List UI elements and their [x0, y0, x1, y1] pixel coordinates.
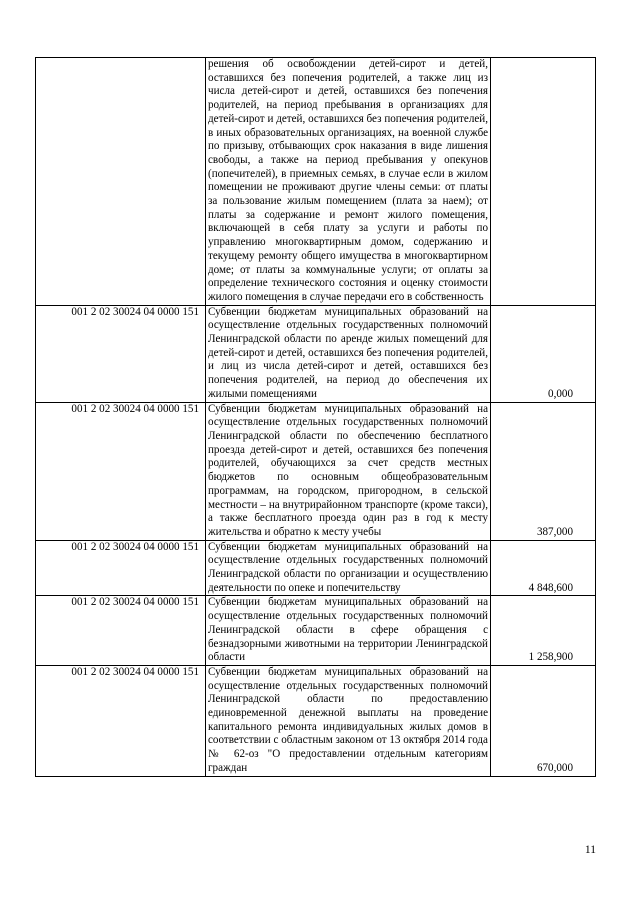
table-row	[36, 665, 596, 776]
amount: 0,000	[491, 305, 596, 402]
table-row	[36, 402, 596, 540]
budget-code	[36, 58, 206, 306]
budget-code: 001 2 02 30024 04 0000 151	[36, 402, 206, 540]
revenue-description: Субвенции бюджетам муниципальных образований на осуществление отдельных государственных полномочий Ленинградской области по предоставлению единовременной денежной выплаты на проведение капитального ремонта индивидуальных жилых домов в соответствии с областным законом от 13 октября 2014 года № 62-оз "О предоставлении отдельным категориям граждан	[206, 665, 491, 776]
revenue-description: Субвенции бюджетам муниципальных образований на осуществление отдельных государственных полномочий Ленинградской области по организации и осуществлению деятельности по опеке и попечительству	[206, 540, 491, 596]
table-row	[36, 596, 596, 666]
amount: 670,000	[491, 665, 596, 776]
revenue-description: решения об освобождении детей-сирот и детей, оставшихся без попечения родителей, а также лиц из числа детей-сирот и детей, оставшихся без попечения родителей, на период пребывания в организациях для детей-сирот и детей, оставшихся без попечения родителей, в иных образовательных организациях, на военной службе по призыву, отбывающих срок наказания в виде лишения свободы, а также на период пребывания у опекунов (попечителей), в приемных семьях, в случае если в жилом помещении не проживают другие члены семьи: от платы за пользование жилым помещением (плата за наем); от платы за содержание и ремонт жилого помещения, включающей в себя плату за услуги и работы по управлению многоквартирным домом, содержанию и текущему ремонту общего имущества в многоквартирном доме; от платы за коммунальные услуги; от оплаты за определение технического состояния и оценку стоимости жилого помещения в случае передачи его в собственность	[206, 58, 491, 306]
budget-code: 001 2 02 30024 04 0000 151	[36, 540, 206, 596]
amount: 1 258,900	[491, 596, 596, 666]
table-row	[36, 540, 596, 596]
revenue-description: Субвенции бюджетам муниципальных образований на осуществление отдельных государственных полномочий Ленинградской области по обеспечению бесплатного проезда детей-сирот и детей, оставшихся без попечения родителей, обучающихся за счет средств местных бюджетов по основным общеобразовательным программам, на городском, пригородном, в сельской местности – на внутрирайонном транспорте (кроме такси), а также бесплатного проезда один раз в год к месту жительства и обратно к месту учебы	[206, 402, 491, 540]
amount: 4 848,600	[491, 540, 596, 596]
budget-code: 001 2 02 30024 04 0000 151	[36, 596, 206, 666]
revenue-description: Субвенции бюджетам муниципальных образований на осуществление отдельных государственных полномочий Ленинградской области в сфере обращения с безнадзорными животными на территории Ленинградской области	[206, 596, 491, 666]
table-row	[36, 305, 596, 402]
page-number: 11	[584, 844, 596, 856]
table-row	[36, 58, 596, 306]
revenue-description: Субвенции бюджетам муниципальных образований на осуществление отдельных государственных полномочий Ленинградской области по аренде жилых помещений для детей-сирот и детей, оставшихся без попечения родителей, и лиц из числа детей-сирот и детей, оставшихся без попечения родителей, на период до обеспечения их жилыми помещениями	[206, 305, 491, 402]
budget-code: 001 2 02 30024 04 0000 151	[36, 665, 206, 776]
amount: 387,000	[491, 402, 596, 540]
amount	[491, 58, 596, 306]
revenue-table	[35, 57, 596, 777]
budget-code: 001 2 02 30024 04 0000 151	[36, 305, 206, 402]
